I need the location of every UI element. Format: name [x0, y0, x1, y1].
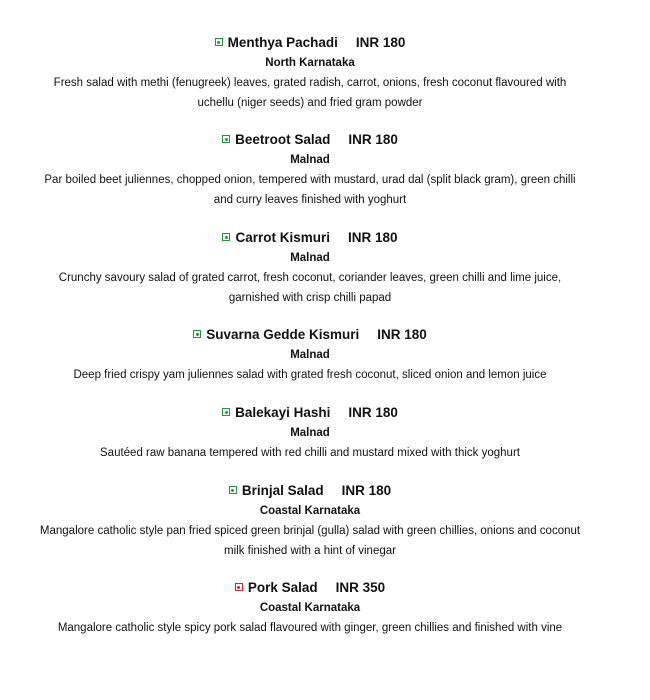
item-title-row: [0, 230, 620, 246]
item-title-row: [0, 405, 620, 421]
item-title-row: [0, 483, 620, 499]
menu-item: [0, 35, 620, 113]
menu-item: [0, 132, 620, 210]
item-region: Malnad: [290, 154, 330, 166]
item-price: INR 350: [335, 580, 386, 595]
item-region: Malnad: [290, 427, 330, 439]
item-price: INR 180: [348, 132, 398, 147]
item-price: INR 180: [348, 230, 398, 245]
item-title-row: [0, 35, 620, 51]
menu-item: [0, 580, 620, 638]
item-name: Menthya Pachadi: [227, 35, 338, 50]
item-title-row: [0, 580, 620, 596]
veg-icon: [222, 408, 230, 416]
menu-item: [0, 405, 620, 463]
item-region: Coastal Karnataka: [259, 602, 361, 614]
item-description: Deep fried crispy yam juliennes salad with grated fresh coconut, sliced onion and lemon juice: [73, 369, 547, 381]
veg-icon: [229, 486, 237, 494]
item-name: Suvarna Gedde Kismuri: [206, 327, 360, 342]
item-description: Crunchy savoury salad of grated carrot, fresh coconut, coriander leaves, green chilli and lime juice, garnished with crisp chilli papad: [58, 272, 562, 304]
veg-icon: [222, 135, 230, 143]
item-region: Malnad: [290, 349, 330, 361]
item-region: Coastal Karnataka: [259, 505, 361, 517]
veg-icon: [215, 38, 223, 46]
item-name: Pork Salad: [247, 580, 318, 595]
item-region: North Karnataka: [265, 57, 355, 69]
item-name: Balekayi Hashi: [235, 405, 331, 420]
item-price: INR 180: [355, 35, 406, 50]
item-region: Malnad: [290, 252, 330, 264]
item-description: Mangalore catholic style spicy pork salad flavoured with ginger, green chillies and finished with vine: [57, 622, 563, 634]
item-name: Brinjal Salad: [241, 483, 324, 498]
item-price: INR 180: [348, 405, 398, 420]
non-veg-icon: [235, 583, 243, 591]
item-name: Beetroot Salad: [235, 132, 331, 147]
item-description: Par boiled beet juliennes, chopped onion, tempered with mustard, urad dal (split black gram), green chilli and curry leaves finished with yoghurt: [44, 174, 576, 206]
veg-icon: [193, 330, 201, 338]
item-price: INR 180: [377, 327, 427, 342]
item-description: Sautéed raw banana tempered with red chilli and mustard mixed with thick yoghurt: [100, 447, 520, 459]
item-title-row: [0, 327, 620, 343]
menu-item: [0, 483, 620, 561]
item-title-row: [0, 132, 620, 148]
item-description: Fresh salad with methi (fenugreek) leaves, grated radish, carrot, onions, fresh coconut flavoured with uchellu (niger seeds) and fried gram powder: [53, 77, 567, 109]
menu-item: [0, 327, 620, 385]
menu-item: [0, 230, 620, 308]
item-price: INR 180: [341, 483, 392, 498]
veg-icon: [222, 233, 230, 241]
item-name: Carrot Kismuri: [235, 230, 330, 245]
item-description: Mangalore catholic style pan fried spiced green brinjal (gulla) salad with green chillies, onions and coconut milk finished with a hint of vinegar: [39, 525, 581, 557]
